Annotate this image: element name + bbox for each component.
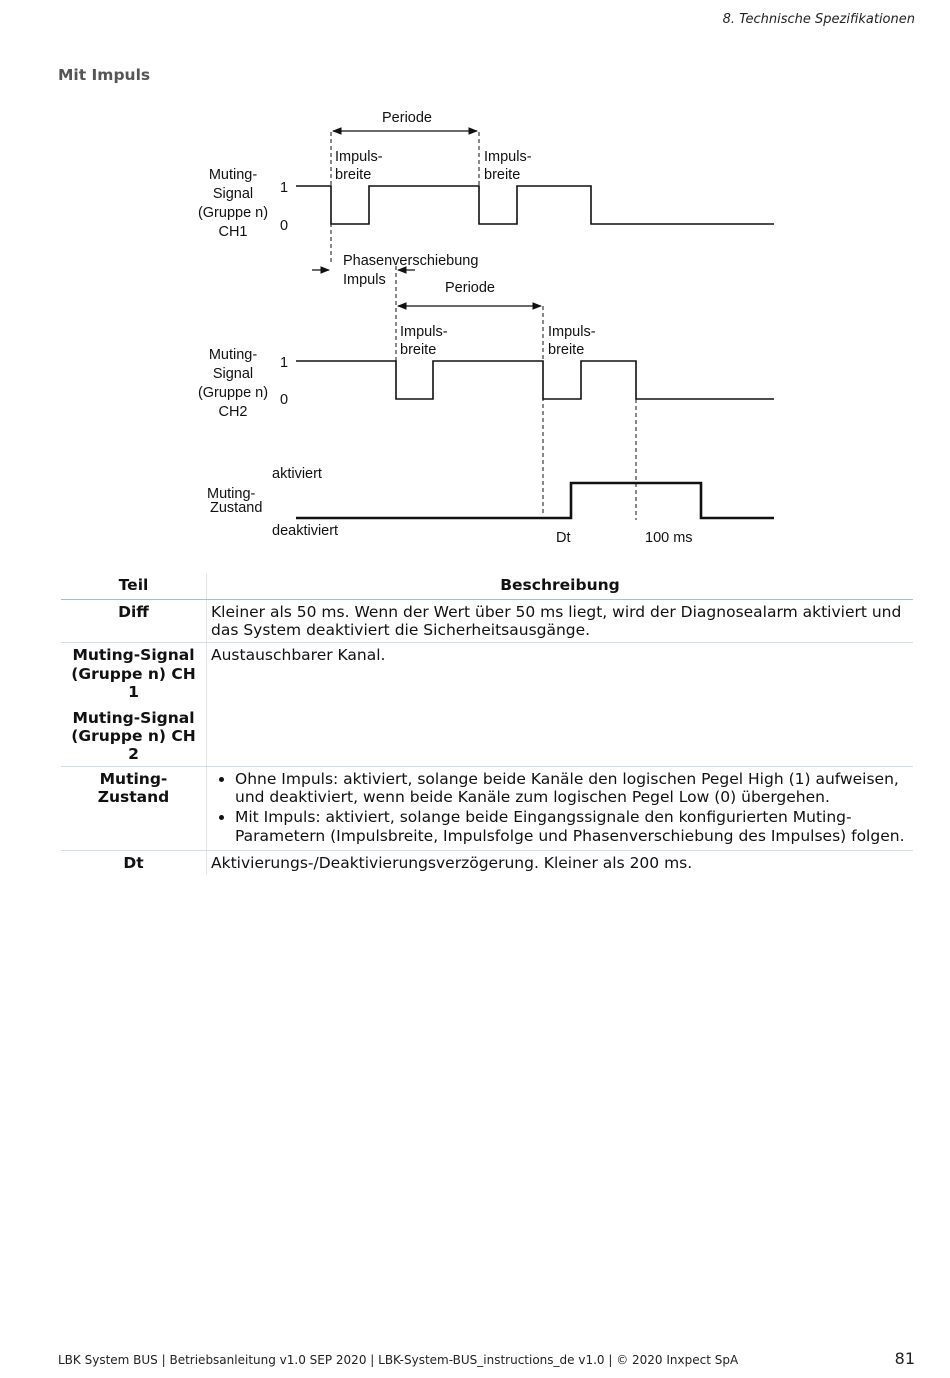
ch2-level-low: 0 bbox=[280, 392, 289, 408]
ch1-pulse-width-label: Impuls- bbox=[335, 149, 383, 165]
ch1-period-label: Periode bbox=[382, 110, 432, 126]
ch2-label-line: Signal bbox=[212, 366, 254, 382]
ch1-label bbox=[198, 167, 268, 240]
ch2-waveform bbox=[296, 361, 774, 399]
table-header-row bbox=[61, 573, 913, 600]
state-activated-label: aktiviert bbox=[272, 466, 322, 482]
row-description: Kleiner als 50 ms. Wenn der Wert über 50 ms liegt, wird der Diagnosealarm aktiviert und das System deaktiviert die Sicherheitsausgänge. bbox=[207, 600, 914, 643]
bullet-list bbox=[211, 770, 909, 845]
ch1-waveform bbox=[296, 186, 774, 224]
ch2-label-line: (Gruppe n) bbox=[197, 385, 269, 401]
ch2-pulse-width-label: Impuls- bbox=[548, 324, 596, 340]
header-description: Beschreibung bbox=[207, 573, 914, 600]
ch1-label-line: (Gruppe n) bbox=[197, 205, 269, 221]
list-item: • Mit Impuls: aktiviert, solange beide Eingangssignale den konfigurierten Muting-Parametern (Impulsbreite, Impulsfolge und Phasenverschiebung des Impulses) folgen. bbox=[235, 808, 909, 844]
state-label-line: Zustand bbox=[210, 500, 263, 516]
state-label-line: Muting- bbox=[207, 486, 256, 502]
list-item: • Ohne Impuls: aktiviert, solange beide Kanäle den logischen Pegel High (1) aufweisen, und deaktiviert, wenn beide Kanäle zum logischen Pegel Low (0) übergehen. bbox=[235, 770, 909, 806]
page-number: 81 bbox=[894, 1349, 915, 1368]
state-waveform bbox=[296, 483, 774, 518]
ch2-label-line: CH2 bbox=[218, 404, 248, 420]
dt-label: Dt bbox=[556, 530, 571, 546]
ch1-pulse-width-label: breite bbox=[484, 167, 521, 183]
row-description: Aktivierungs-/Deaktivierungsverzögerung. Kleiner als 200 ms. bbox=[207, 850, 914, 875]
part-line: (Gruppe n) CH 1 bbox=[71, 664, 196, 701]
row-description: Austauschbarer Kanal. bbox=[207, 643, 914, 767]
ch2-level-high: 1 bbox=[280, 355, 289, 371]
part-line: (Gruppe n) CH 2 bbox=[71, 726, 196, 763]
table-row bbox=[61, 767, 913, 851]
row-part: Diff bbox=[61, 600, 207, 643]
ch2-pulse-width-label: breite bbox=[548, 342, 585, 358]
phase-shift-label: Phasenverschiebung bbox=[343, 253, 479, 269]
ch1-pulse-width-label: breite bbox=[335, 167, 372, 183]
row-part bbox=[61, 643, 207, 767]
ch1-pulse-width-label: Impuls- bbox=[484, 149, 532, 165]
ch2-pulse-width-label: breite bbox=[400, 342, 437, 358]
timing-diagram bbox=[0, 100, 950, 560]
ch1-label-line: Signal bbox=[212, 186, 254, 202]
phase-shift-label: Impuls bbox=[343, 272, 386, 288]
chapter-header: 8. Technische Spezifikationen bbox=[722, 12, 915, 27]
section-title: Mit Impuls bbox=[58, 66, 151, 84]
ch2-label bbox=[198, 347, 268, 420]
part-line: Muting-Signal bbox=[72, 646, 195, 665]
ch1-label-line: CH1 bbox=[218, 224, 248, 240]
row-part: Dt bbox=[123, 853, 144, 872]
table-row bbox=[61, 643, 913, 767]
table-row bbox=[61, 600, 913, 643]
row-description bbox=[207, 767, 914, 851]
description-table bbox=[61, 573, 913, 875]
state-deactivated-label: deaktiviert bbox=[272, 523, 339, 539]
delay-100ms-label: 100 ms bbox=[645, 530, 693, 546]
footer-text: LBK System BUS | Betriebsanleitung v1.0 SEP 2020 | LBK-System-BUS_instructions_de v1.0 | © 2020 Inxpect SpA bbox=[58, 1353, 739, 1367]
table-row bbox=[61, 850, 913, 875]
ch1-label-line: Muting- bbox=[208, 167, 258, 183]
ch2-pulse-width-label: Impuls- bbox=[400, 324, 448, 340]
part-line: Muting-Signal bbox=[72, 708, 195, 727]
ch1-level-low: 0 bbox=[280, 218, 289, 234]
row-part: Muting-Zustand bbox=[61, 767, 207, 851]
ch2-period-label: Periode bbox=[445, 280, 495, 296]
header-part: Teil bbox=[61, 573, 207, 600]
ch1-level-high: 1 bbox=[280, 180, 289, 196]
ch2-label-line: Muting- bbox=[208, 347, 258, 363]
